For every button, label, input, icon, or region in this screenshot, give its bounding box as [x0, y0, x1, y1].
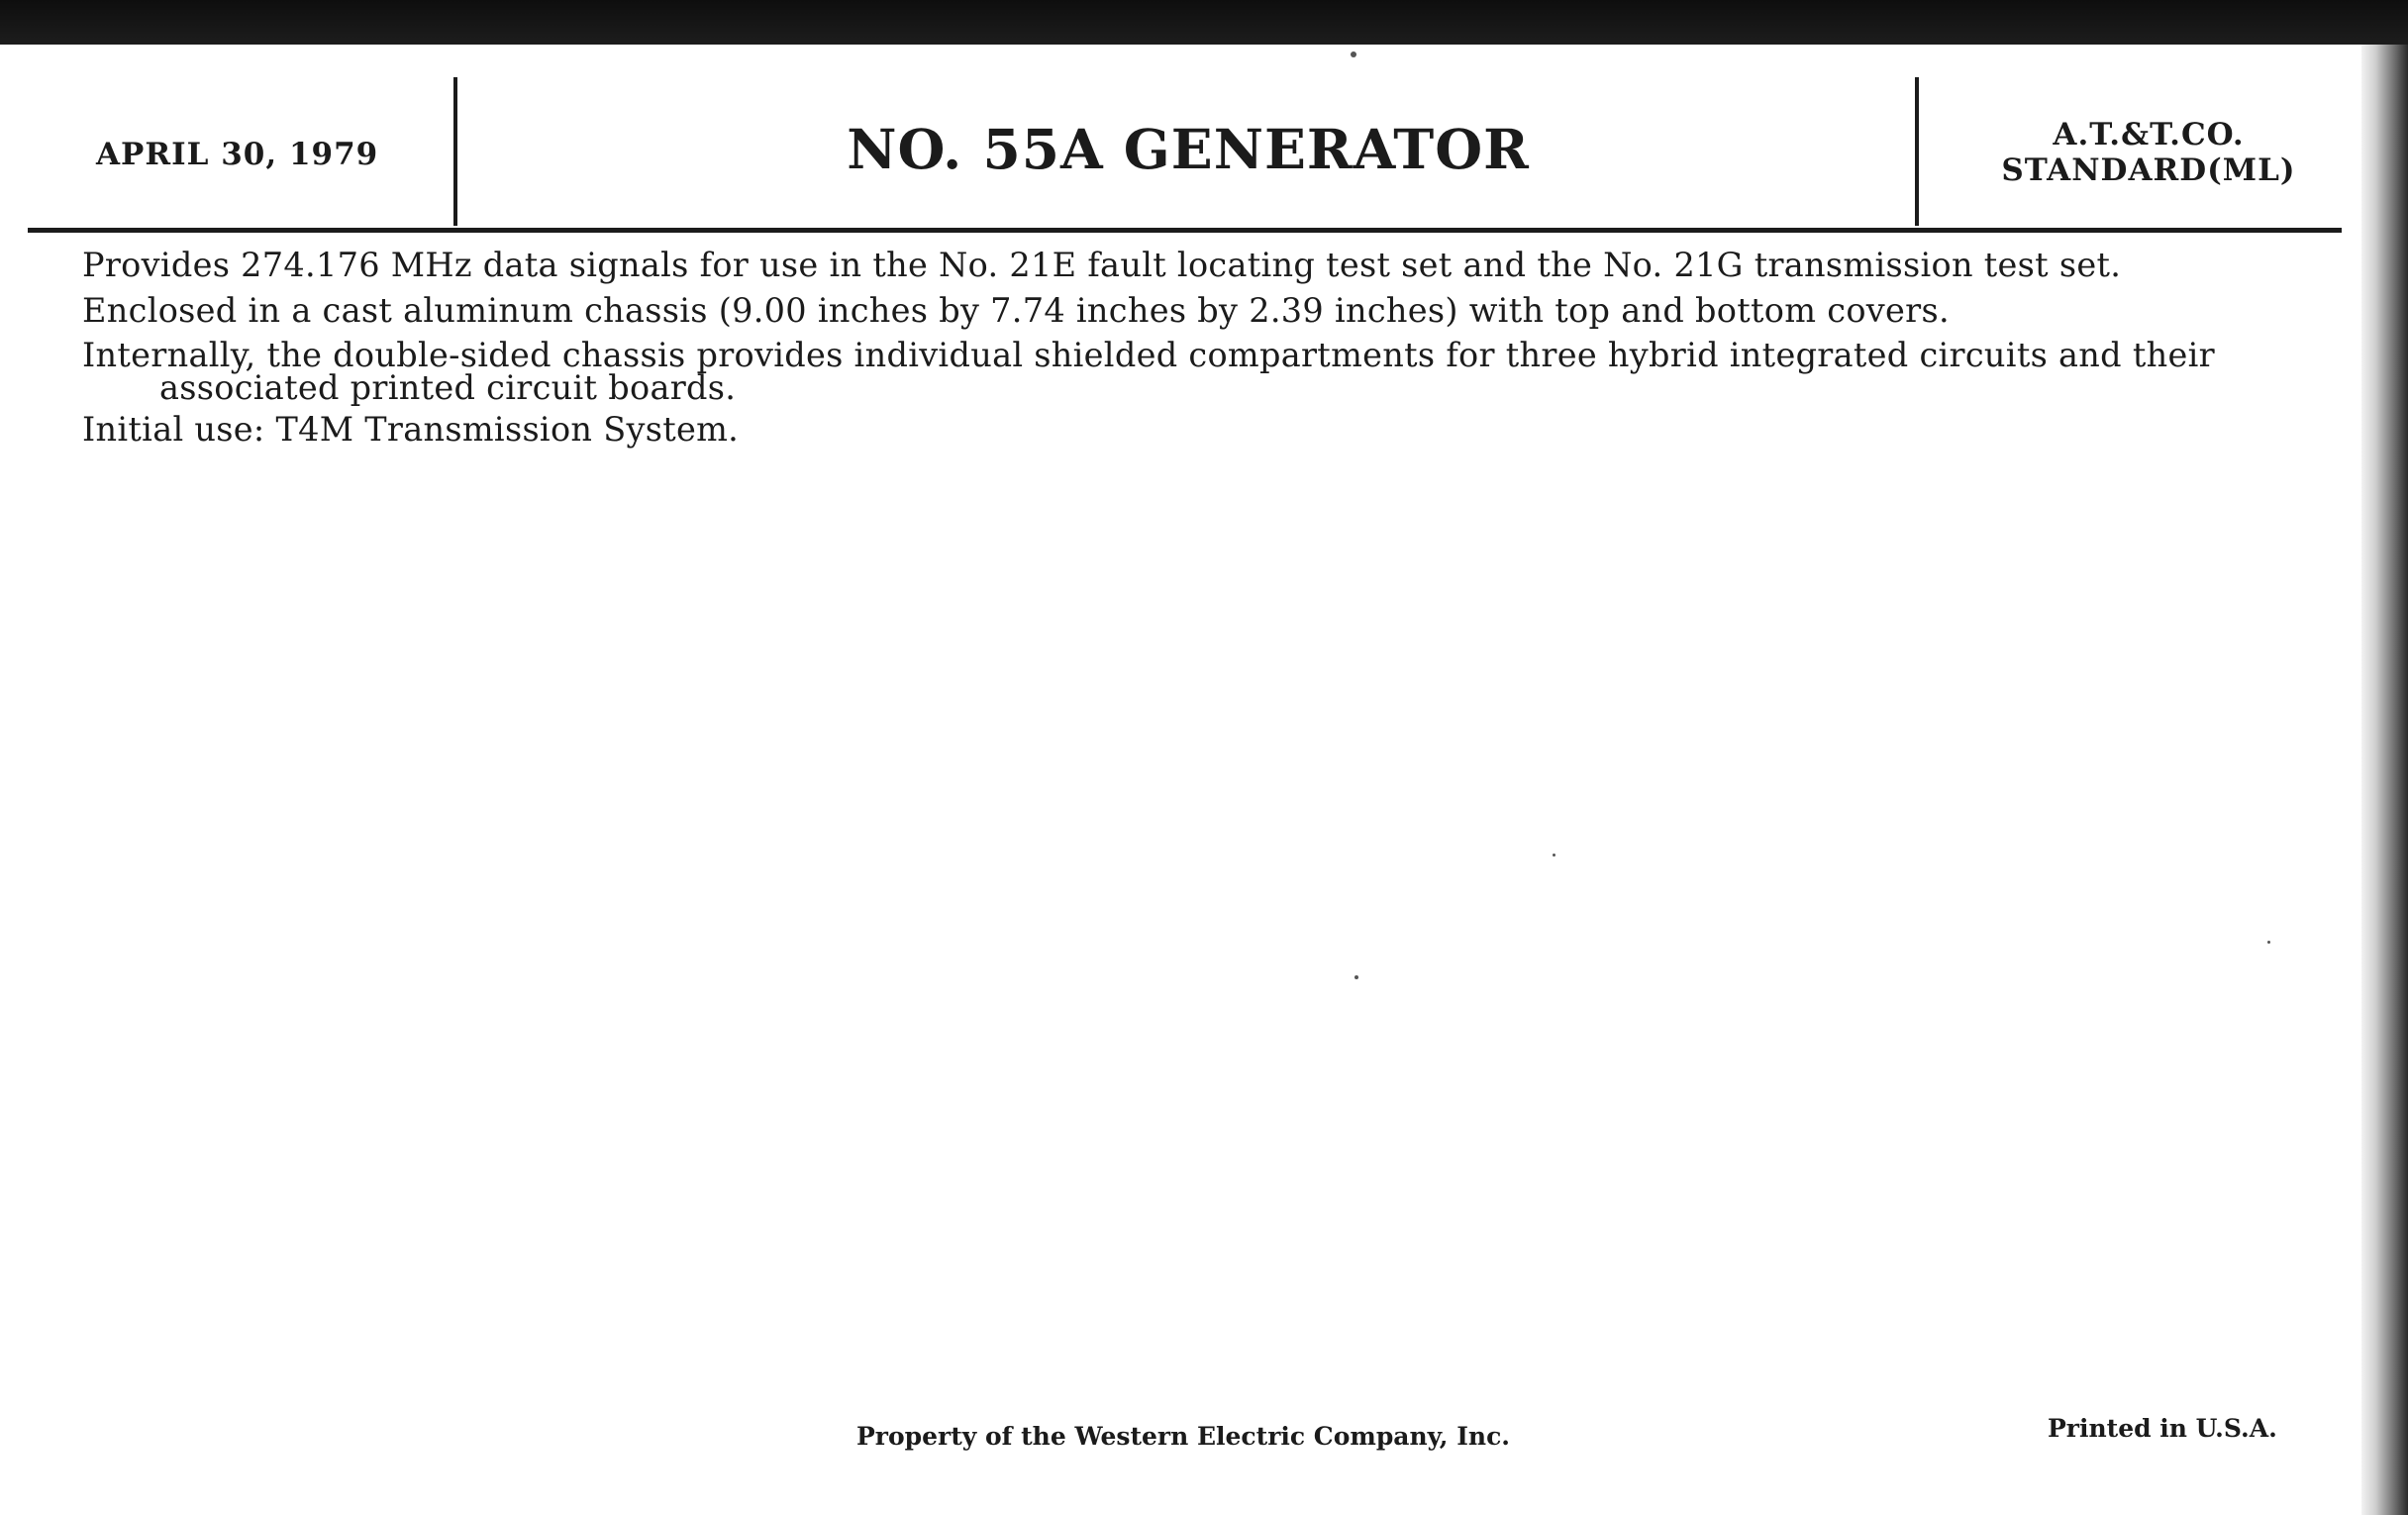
- paragraph-signals: Provides 274.176 MHz data signals for use in the No. 21E fault locating test set and the No. 21G transmission test set.: [82, 246, 2122, 284]
- scan-speck: [1553, 854, 1555, 857]
- issue-date: APRIL 30, 1979: [96, 137, 379, 172]
- header-rule: [28, 228, 2342, 233]
- printed-notice: Printed in U.S.A.: [2048, 1414, 2277, 1443]
- standard-line-1: A.T.&T.CO.: [2053, 117, 2245, 152]
- document-title: NO. 55A GENERATOR: [847, 117, 1530, 181]
- scan-speck: [2267, 941, 2270, 944]
- header-divider-right: [1915, 77, 1919, 226]
- scan-speck: [1354, 975, 1358, 979]
- paragraph-initial-use: Initial use: T4M Transmission System.: [82, 410, 740, 449]
- paragraph-chassis: Enclosed in a cast aluminum chassis (9.00 inches by 7.74 inches by 2.39 inches) with top and bottom covers.: [82, 291, 1950, 330]
- property-notice: Property of the Western Electric Company, Inc.: [856, 1422, 1511, 1451]
- description-body: [82, 248, 2300, 457]
- standard-designation: [1970, 117, 2327, 188]
- scan-top-border: [0, 0, 2408, 45]
- scan-speck: [1351, 51, 1356, 57]
- standard-line-2: STANDARD(ML): [2001, 152, 2296, 188]
- scan-right-edge: [2361, 45, 2408, 1515]
- paragraph-internal: Internally, the double-sided chassis provides individual shielded compartments for three hybrid integrated circuits and their associated printed circuit boards.: [82, 336, 2215, 407]
